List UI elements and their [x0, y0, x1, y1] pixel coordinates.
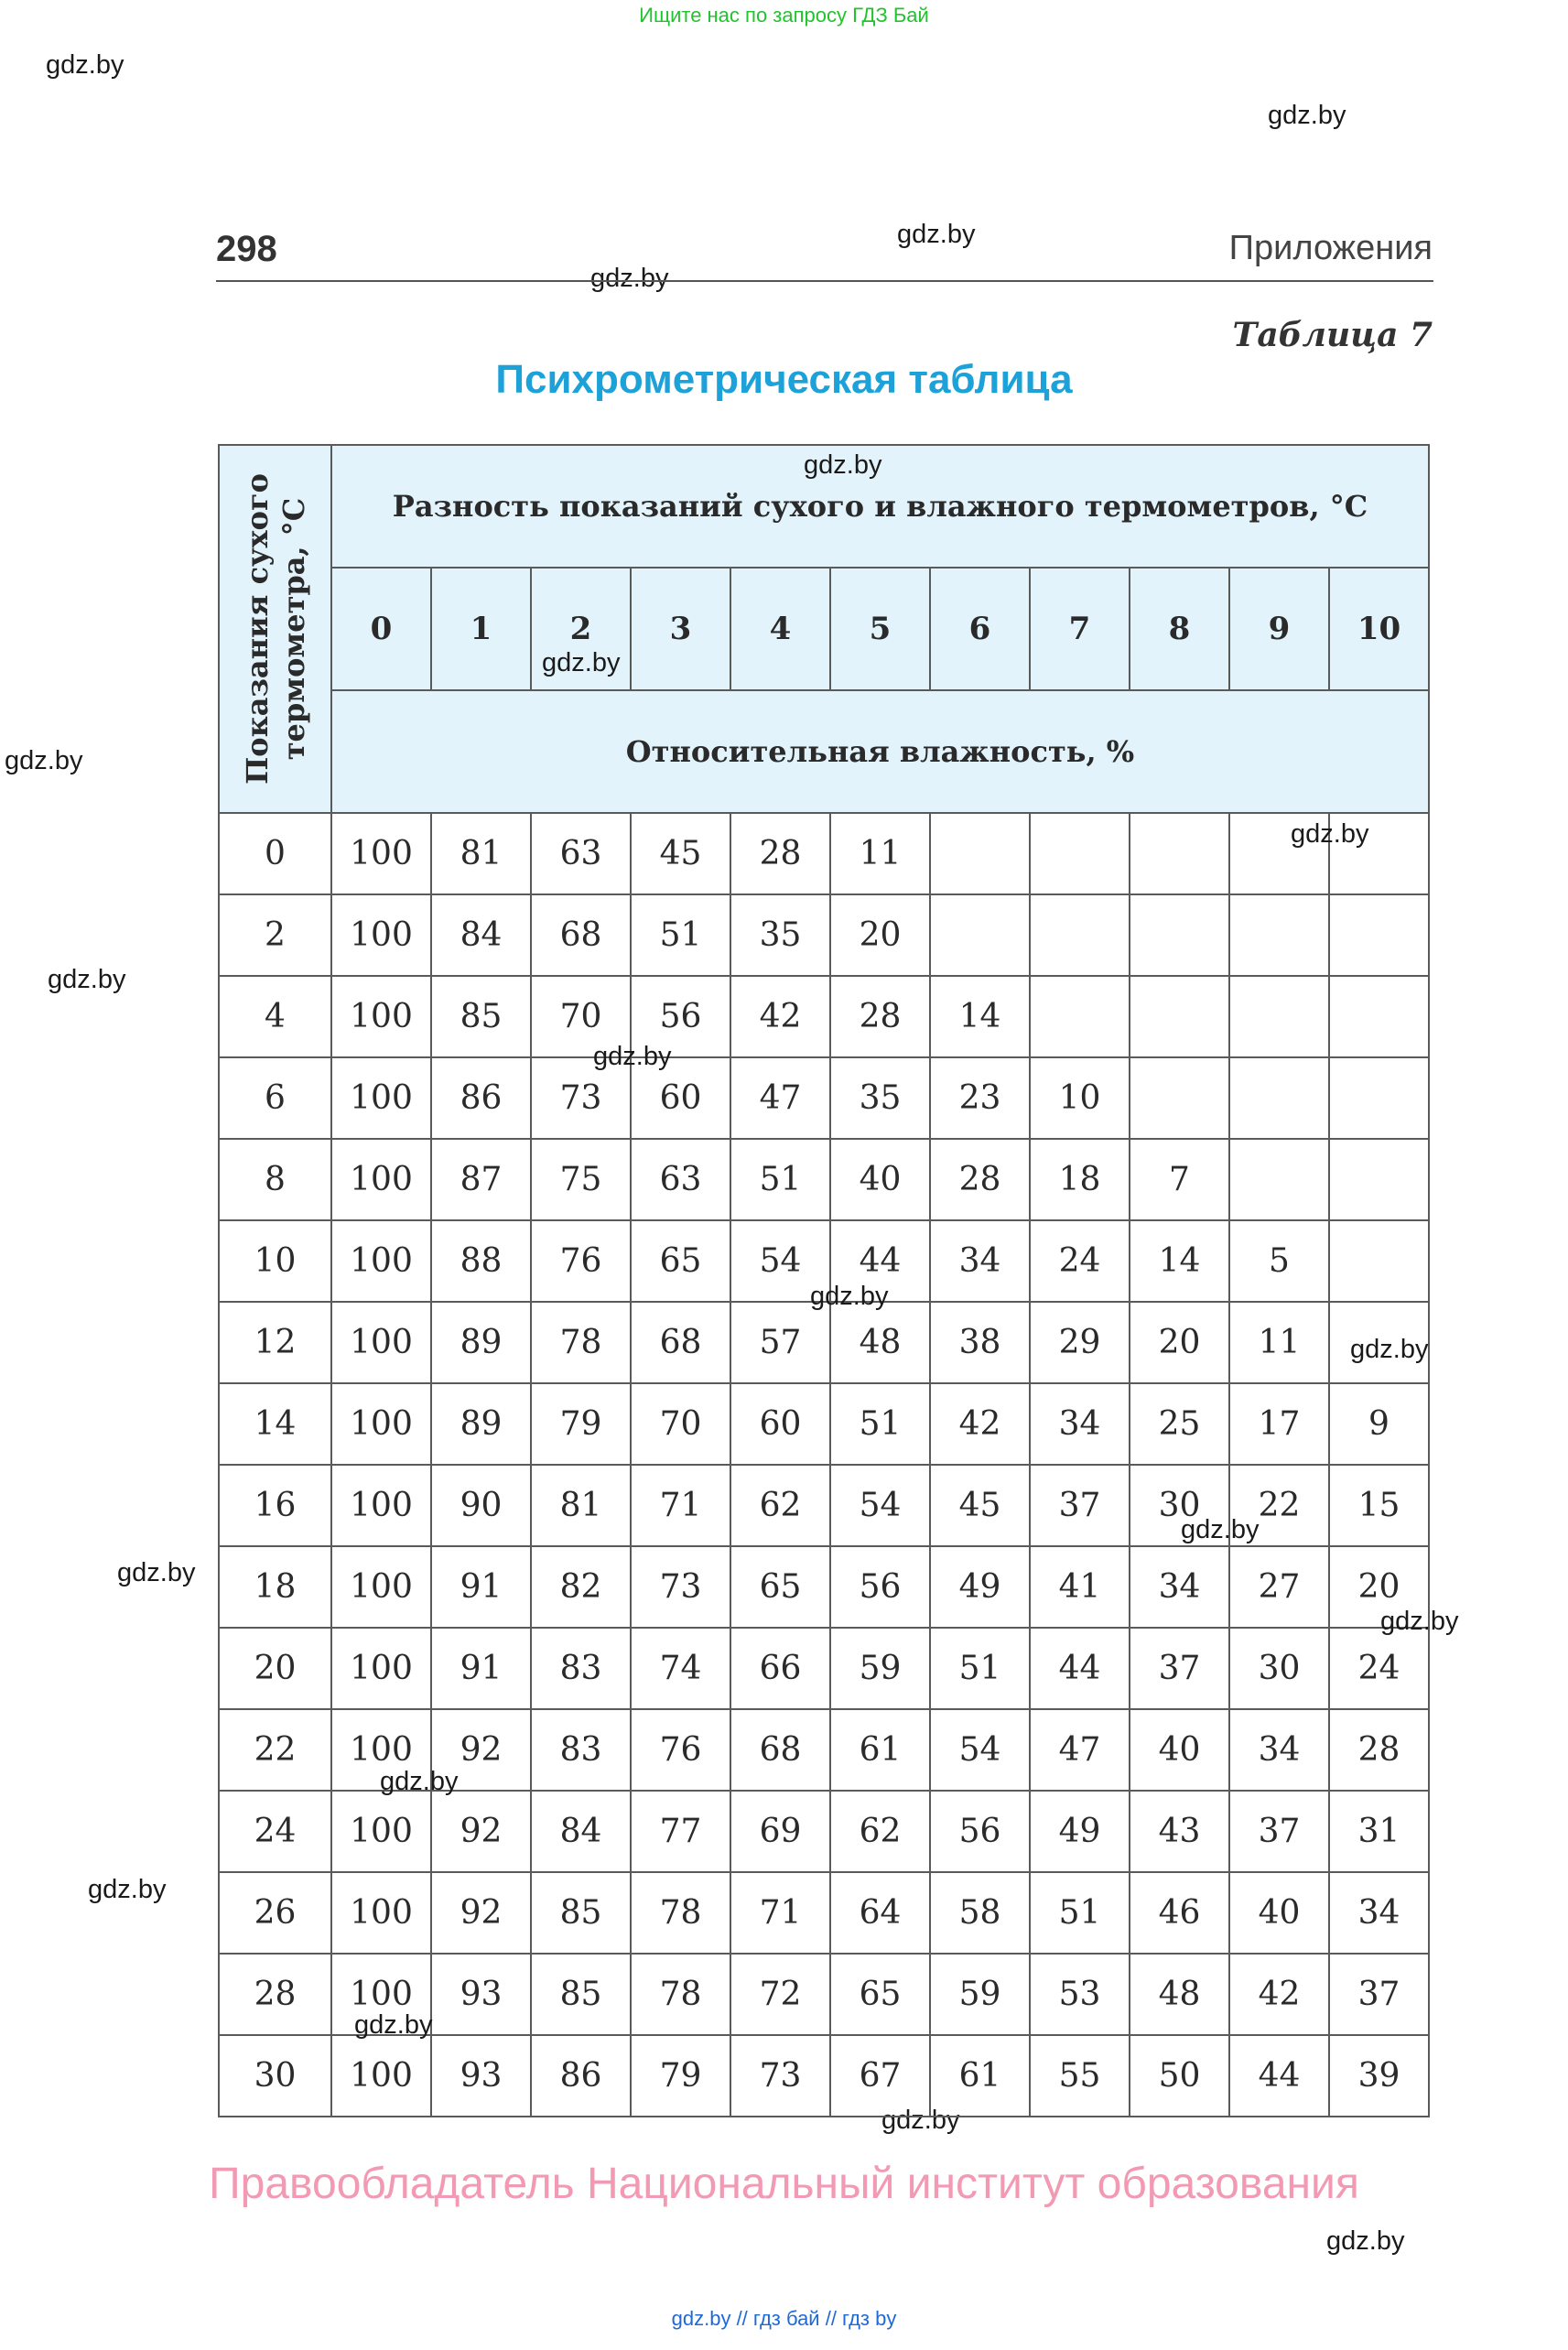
humidity-cell: 31 — [1329, 1791, 1429, 1872]
humidity-cell: 20 — [1329, 1546, 1429, 1628]
table-row — [219, 976, 1429, 1057]
humidity-cell — [1229, 894, 1329, 976]
table-row — [219, 1302, 1429, 1383]
humidity-cell: 63 — [531, 813, 631, 894]
dry-temperature-cell: 12 — [219, 1302, 331, 1383]
humidity-cell: 68 — [531, 894, 631, 976]
humidity-cell: 54 — [930, 1709, 1030, 1791]
humidity-cell: 86 — [531, 2035, 631, 2117]
watermark: gdz.by — [810, 1282, 889, 1311]
humidity-cell: 9 — [1329, 1383, 1429, 1465]
humidity-cell: 65 — [730, 1546, 830, 1628]
dry-temperature-cell: 4 — [219, 976, 331, 1057]
humidity-cell: 76 — [631, 1709, 730, 1791]
humidity-cell: 18 — [1030, 1139, 1130, 1220]
humidity-cell: 54 — [830, 1465, 930, 1546]
dry-temperature-cell: 10 — [219, 1220, 331, 1302]
humidity-cell: 70 — [631, 1383, 730, 1465]
copyright-notice: Правообладатель Национальный институт образования — [209, 2160, 1359, 2208]
humidity-cell: 59 — [930, 1954, 1030, 2035]
watermark: gdz.by — [380, 1767, 459, 1796]
dry-temperature-cell: 14 — [219, 1383, 331, 1465]
humidity-cell — [1229, 1057, 1329, 1139]
humidity-cell: 50 — [1130, 2035, 1229, 2117]
humidity-cell — [1130, 813, 1229, 894]
humidity-cell: 100 — [331, 1954, 431, 2035]
watermark: gdz.by — [88, 1875, 167, 1904]
humidity-cell: 71 — [631, 1465, 730, 1546]
humidity-cell — [930, 894, 1030, 976]
humidity-cell: 14 — [930, 976, 1030, 1057]
humidity-cell: 68 — [730, 1709, 830, 1791]
humidity-cell: 34 — [1030, 1383, 1130, 1465]
humidity-cell: 24 — [1329, 1628, 1429, 1709]
watermark: gdz.by — [590, 264, 669, 293]
humidity-cell: 49 — [930, 1546, 1030, 1628]
humidity-cell — [1329, 976, 1429, 1057]
humidity-cell: 35 — [830, 1057, 930, 1139]
humidity-cell: 72 — [730, 1954, 830, 2035]
dry-temperature-cell: 8 — [219, 1139, 331, 1220]
difference-header: Разность показаний сухого и влажного термометров, °С — [331, 445, 1429, 568]
humidity-cell: 55 — [1030, 2035, 1130, 2117]
humidity-cell: 46 — [1130, 1872, 1229, 1954]
humidity-cell: 17 — [1229, 1383, 1329, 1465]
humidity-cell: 49 — [1030, 1791, 1130, 1872]
humidity-cell: 25 — [1130, 1383, 1229, 1465]
humidity-cell: 100 — [331, 1302, 431, 1383]
humidity-cell: 45 — [930, 1465, 1030, 1546]
humidity-cell: 39 — [1329, 2035, 1429, 2117]
humidity-cell: 78 — [531, 1302, 631, 1383]
difference-column-5: 5 — [830, 568, 930, 690]
humidity-cell: 53 — [1030, 1954, 1130, 2035]
humidity-cell: 22 — [1229, 1465, 1329, 1546]
humidity-cell: 68 — [631, 1302, 730, 1383]
humidity-cell: 48 — [1130, 1954, 1229, 2035]
difference-columns-row — [219, 568, 1429, 690]
humidity-cell: 100 — [331, 976, 431, 1057]
dry-temperature-cell: 0 — [219, 813, 331, 894]
humidity-cell: 58 — [930, 1872, 1030, 1954]
humidity-cell — [1329, 894, 1429, 976]
table-row — [219, 1546, 1429, 1628]
humidity-cell: 84 — [431, 894, 531, 976]
humidity-cell: 28 — [930, 1139, 1030, 1220]
humidity-cell: 63 — [631, 1139, 730, 1220]
humidity-cell: 66 — [730, 1628, 830, 1709]
humidity-cell: 57 — [730, 1302, 830, 1383]
dry-temperature-cell: 18 — [219, 1546, 331, 1628]
humidity-cell: 73 — [631, 1546, 730, 1628]
humidity-cell: 62 — [830, 1791, 930, 1872]
watermark: gdz.by — [1380, 1607, 1459, 1636]
dry-temperature-cell: 30 — [219, 2035, 331, 2117]
humidity-cell: 100 — [331, 1709, 431, 1791]
humidity-cell: 92 — [431, 1872, 531, 1954]
relative-humidity-header: Относительная влажность, % — [331, 690, 1429, 813]
humidity-cell: 11 — [830, 813, 930, 894]
humidity-cell: 76 — [531, 1220, 631, 1302]
humidity-cell: 42 — [1229, 1954, 1329, 2035]
table-row — [219, 1628, 1429, 1709]
humidity-cell: 69 — [730, 1791, 830, 1872]
humidity-cell — [1030, 976, 1130, 1057]
humidity-cell: 65 — [631, 1220, 730, 1302]
humidity-cell: 27 — [1229, 1546, 1329, 1628]
humidity-cell: 100 — [331, 1546, 431, 1628]
humidity-cell: 64 — [830, 1872, 930, 1954]
page-number: 298 — [216, 229, 277, 269]
humidity-cell: 40 — [1229, 1872, 1329, 1954]
watermark: gdz.by — [46, 50, 124, 80]
humidity-cell: 14 — [1130, 1220, 1229, 1302]
corner-line-1: Показания сухого — [239, 473, 275, 785]
humidity-cell: 37 — [1329, 1954, 1429, 2035]
humidity-cell — [1030, 894, 1130, 976]
dry-temperature-cell: 22 — [219, 1709, 331, 1791]
humidity-cell: 89 — [431, 1383, 531, 1465]
humidity-cell: 91 — [431, 1546, 531, 1628]
humidity-cell: 86 — [431, 1057, 531, 1139]
humidity-cell: 79 — [531, 1383, 631, 1465]
humidity-cell: 51 — [830, 1383, 930, 1465]
watermark: gdz.by — [1350, 1335, 1429, 1364]
table-row — [219, 1383, 1429, 1465]
footer-links[interactable]: gdz.by // гдз бай // гдз by — [671, 2307, 897, 2330]
humidity-cell: 100 — [331, 1383, 431, 1465]
humidity-cell: 34 — [930, 1220, 1030, 1302]
humidity-cell: 40 — [1130, 1709, 1229, 1791]
watermark: gdz.by — [117, 1558, 196, 1587]
humidity-cell: 83 — [531, 1709, 631, 1791]
humidity-cell: 83 — [531, 1628, 631, 1709]
dry-temperature-cell: 24 — [219, 1791, 331, 1872]
humidity-cell: 74 — [631, 1628, 730, 1709]
humidity-cell: 100 — [331, 1139, 431, 1220]
watermark: gdz.by — [5, 746, 83, 775]
difference-column-7: 7 — [1030, 568, 1130, 690]
humidity-cell — [1329, 1057, 1429, 1139]
humidity-cell: 51 — [1030, 1872, 1130, 1954]
dry-temperature-cell: 28 — [219, 1954, 331, 2035]
watermark: gdz.by — [881, 2106, 960, 2135]
humidity-cell: 78 — [631, 1954, 730, 2035]
humidity-cell: 61 — [930, 2035, 1030, 2117]
humidity-cell: 61 — [830, 1709, 930, 1791]
humidity-cell: 35 — [730, 894, 830, 976]
humidity-cell: 93 — [431, 2035, 531, 2117]
corner-line-2: термометра, °С — [276, 497, 311, 761]
humidity-cell: 100 — [331, 1465, 431, 1546]
header-row-humidity — [219, 690, 1429, 813]
difference-column-2: 2 — [531, 568, 631, 690]
humidity-cell: 87 — [431, 1139, 531, 1220]
humidity-cell: 100 — [331, 1628, 431, 1709]
difference-column-8: 8 — [1130, 568, 1229, 690]
humidity-cell: 93 — [431, 1954, 531, 2035]
humidity-cell: 78 — [631, 1872, 730, 1954]
dry-thermometer-header — [219, 445, 331, 813]
psychrometric-table — [218, 444, 1430, 2117]
humidity-cell: 79 — [631, 2035, 730, 2117]
humidity-cell: 100 — [331, 1057, 431, 1139]
humidity-cell: 81 — [531, 1465, 631, 1546]
difference-column-0: 0 — [331, 568, 431, 690]
humidity-cell: 11 — [1229, 1302, 1329, 1383]
watermark: gdz.by — [354, 2010, 433, 2040]
humidity-cell: 88 — [431, 1220, 531, 1302]
table-body — [219, 813, 1429, 2117]
watermark: gdz.by — [897, 220, 976, 249]
humidity-cell: 85 — [531, 1954, 631, 2035]
humidity-cell — [1329, 1220, 1429, 1302]
humidity-cell: 92 — [431, 1791, 531, 1872]
humidity-cell — [1130, 894, 1229, 976]
humidity-cell: 100 — [331, 813, 431, 894]
humidity-cell — [1229, 1139, 1329, 1220]
difference-column-10: 10 — [1329, 568, 1429, 690]
dry-temperature-cell: 26 — [219, 1872, 331, 1954]
humidity-cell: 44 — [830, 1220, 930, 1302]
table-row — [219, 1139, 1429, 1220]
top-banner: Ищите нас по запросу ГДЗ Бай — [639, 4, 929, 27]
dry-temperature-cell: 20 — [219, 1628, 331, 1709]
difference-column-1: 1 — [431, 568, 531, 690]
humidity-cell: 56 — [830, 1546, 930, 1628]
watermark: gdz.by — [48, 965, 126, 994]
watermark: gdz.by — [804, 450, 882, 480]
humidity-cell: 42 — [730, 976, 830, 1057]
section-name: Приложения — [1228, 229, 1433, 267]
humidity-cell: 73 — [730, 2035, 830, 2117]
humidity-cell: 51 — [730, 1139, 830, 1220]
humidity-cell: 51 — [930, 1628, 1030, 1709]
humidity-cell: 77 — [631, 1791, 730, 1872]
humidity-cell: 56 — [631, 976, 730, 1057]
humidity-cell: 37 — [1030, 1465, 1130, 1546]
header-rule — [216, 280, 1433, 282]
humidity-cell: 70 — [531, 976, 631, 1057]
humidity-cell: 23 — [930, 1057, 1030, 1139]
humidity-cell: 90 — [431, 1465, 531, 1546]
humidity-cell: 10 — [1030, 1057, 1130, 1139]
watermark: gdz.by — [542, 648, 621, 677]
humidity-cell: 71 — [730, 1872, 830, 1954]
humidity-cell: 59 — [830, 1628, 930, 1709]
humidity-cell: 82 — [531, 1546, 631, 1628]
humidity-cell: 43 — [1130, 1791, 1229, 1872]
table-label: Таблица 7 — [1232, 316, 1433, 354]
humidity-cell: 28 — [1329, 1709, 1429, 1791]
humidity-cell: 47 — [1030, 1709, 1130, 1791]
humidity-cell: 29 — [1030, 1302, 1130, 1383]
humidity-cell: 100 — [331, 2035, 431, 2117]
humidity-cell: 38 — [930, 1302, 1030, 1383]
humidity-cell: 20 — [1130, 1302, 1229, 1383]
humidity-cell: 92 — [431, 1709, 531, 1791]
humidity-cell: 56 — [930, 1791, 1030, 1872]
difference-column-3: 3 — [631, 568, 730, 690]
humidity-cell: 100 — [331, 1220, 431, 1302]
humidity-cell: 91 — [431, 1628, 531, 1709]
humidity-cell: 41 — [1030, 1546, 1130, 1628]
humidity-cell: 73 — [531, 1057, 631, 1139]
table-row — [219, 894, 1429, 976]
humidity-cell: 81 — [431, 813, 531, 894]
table-row — [219, 2035, 1429, 2117]
humidity-cell: 67 — [830, 2035, 930, 2117]
humidity-cell: 20 — [830, 894, 930, 976]
humidity-cell: 89 — [431, 1302, 531, 1383]
humidity-cell: 100 — [331, 1872, 431, 1954]
table-row — [219, 1057, 1429, 1139]
watermark: gdz.by — [593, 1042, 672, 1071]
table-row — [219, 1791, 1429, 1872]
dry-temperature-cell: 16 — [219, 1465, 331, 1546]
humidity-cell: 34 — [1229, 1709, 1329, 1791]
humidity-cell: 5 — [1229, 1220, 1329, 1302]
humidity-cell: 44 — [1229, 2035, 1329, 2117]
watermark: gdz.by — [1291, 819, 1369, 849]
humidity-cell — [930, 813, 1030, 894]
humidity-cell — [1229, 976, 1329, 1057]
table-row — [219, 1872, 1429, 1954]
humidity-cell: 48 — [830, 1302, 930, 1383]
humidity-cell: 75 — [531, 1139, 631, 1220]
watermark: gdz.by — [1326, 2226, 1405, 2256]
dry-temperature-cell: 6 — [219, 1057, 331, 1139]
watermark: gdz.by — [1181, 1515, 1260, 1544]
humidity-cell: 7 — [1130, 1139, 1229, 1220]
humidity-cell: 62 — [730, 1465, 830, 1546]
table-row — [219, 813, 1429, 894]
humidity-cell — [1030, 813, 1130, 894]
humidity-cell: 30 — [1229, 1628, 1329, 1709]
dry-temperature-cell: 2 — [219, 894, 331, 976]
humidity-cell: 37 — [1229, 1791, 1329, 1872]
humidity-cell: 54 — [730, 1220, 830, 1302]
humidity-cell: 34 — [1329, 1872, 1429, 1954]
humidity-cell: 28 — [730, 813, 830, 894]
watermark: gdz.by — [1268, 101, 1346, 130]
humidity-cell: 100 — [331, 1791, 431, 1872]
humidity-cell: 37 — [1130, 1628, 1229, 1709]
humidity-cell: 47 — [730, 1057, 830, 1139]
table-title: Психрометрическая таблица — [495, 357, 1073, 402]
humidity-cell: 85 — [431, 976, 531, 1057]
difference-column-6: 6 — [930, 568, 1030, 690]
difference-column-4: 4 — [730, 568, 830, 690]
humidity-cell: 60 — [730, 1383, 830, 1465]
difference-column-9: 9 — [1229, 568, 1329, 690]
humidity-cell: 84 — [531, 1791, 631, 1872]
humidity-cell: 85 — [531, 1872, 631, 1954]
humidity-cell: 42 — [930, 1383, 1030, 1465]
humidity-cell: 60 — [631, 1057, 730, 1139]
humidity-cell: 51 — [631, 894, 730, 976]
humidity-cell: 15 — [1329, 1465, 1429, 1546]
humidity-cell: 28 — [830, 976, 930, 1057]
humidity-cell: 24 — [1030, 1220, 1130, 1302]
humidity-cell — [1130, 1057, 1229, 1139]
humidity-cell: 100 — [331, 894, 431, 976]
humidity-cell: 34 — [1130, 1546, 1229, 1628]
humidity-cell: 40 — [830, 1139, 930, 1220]
humidity-cell: 65 — [830, 1954, 930, 2035]
humidity-cell: 30 — [1130, 1465, 1229, 1546]
humidity-cell: 44 — [1030, 1628, 1130, 1709]
humidity-cell — [1329, 1139, 1429, 1220]
humidity-cell — [1130, 976, 1229, 1057]
humidity-cell: 45 — [631, 813, 730, 894]
